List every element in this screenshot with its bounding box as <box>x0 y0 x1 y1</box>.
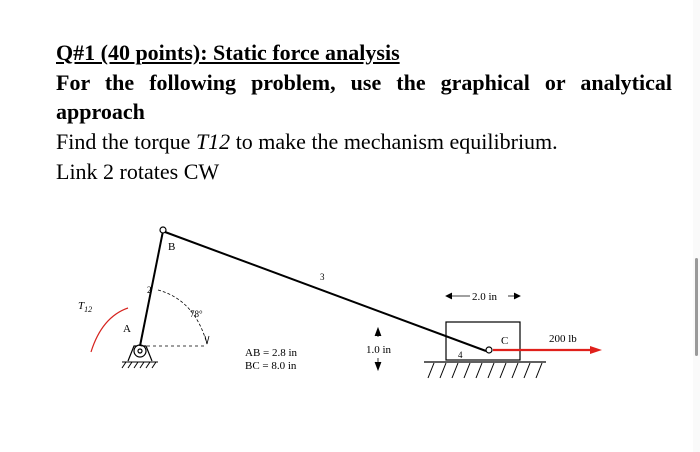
rotation-note: Link 2 rotates CW <box>56 159 220 184</box>
angle-arrowhead <box>205 336 209 344</box>
point-c-label: C <box>501 335 509 347</box>
force-label: 200 lb <box>549 333 577 345</box>
slider-width-label: 2.0 in <box>472 291 498 303</box>
task-suffix: to make the mechanism equilibrium. <box>230 129 558 154</box>
force-arrow <box>493 346 602 354</box>
angle-label: 78° <box>190 309 203 319</box>
task-prefix: Find the torque <box>56 129 196 154</box>
link-2-label: 2 <box>147 285 152 295</box>
ground-slider <box>424 362 546 378</box>
pivot-a-support <box>128 345 152 361</box>
link-2 <box>140 231 163 346</box>
torque-label: $T_{12}$ <box>78 300 93 314</box>
dimension-ab: AB = 2.8 in <box>245 347 298 359</box>
scrollbar-thumb[interactable] <box>695 258 698 356</box>
task-variable: T12 <box>195 129 231 154</box>
ground-a <box>122 362 158 368</box>
link-4-label: 4 <box>458 350 463 360</box>
link-3 <box>165 232 486 351</box>
dimension-bc: BC = 8.0 in <box>245 360 297 372</box>
scrollbar-track[interactable] <box>693 0 700 452</box>
offset-label: 1.0 in <box>366 344 392 356</box>
point-b-label: B <box>168 241 176 253</box>
joint-c <box>486 347 492 353</box>
instruction-text: For the following problem, use the graphical or analytical approach <box>56 70 672 124</box>
point-a-label: A <box>123 323 131 335</box>
question-title: Q#1 (40 points): Static force analysis <box>56 40 400 65</box>
link-3-label: 3 <box>320 272 325 282</box>
